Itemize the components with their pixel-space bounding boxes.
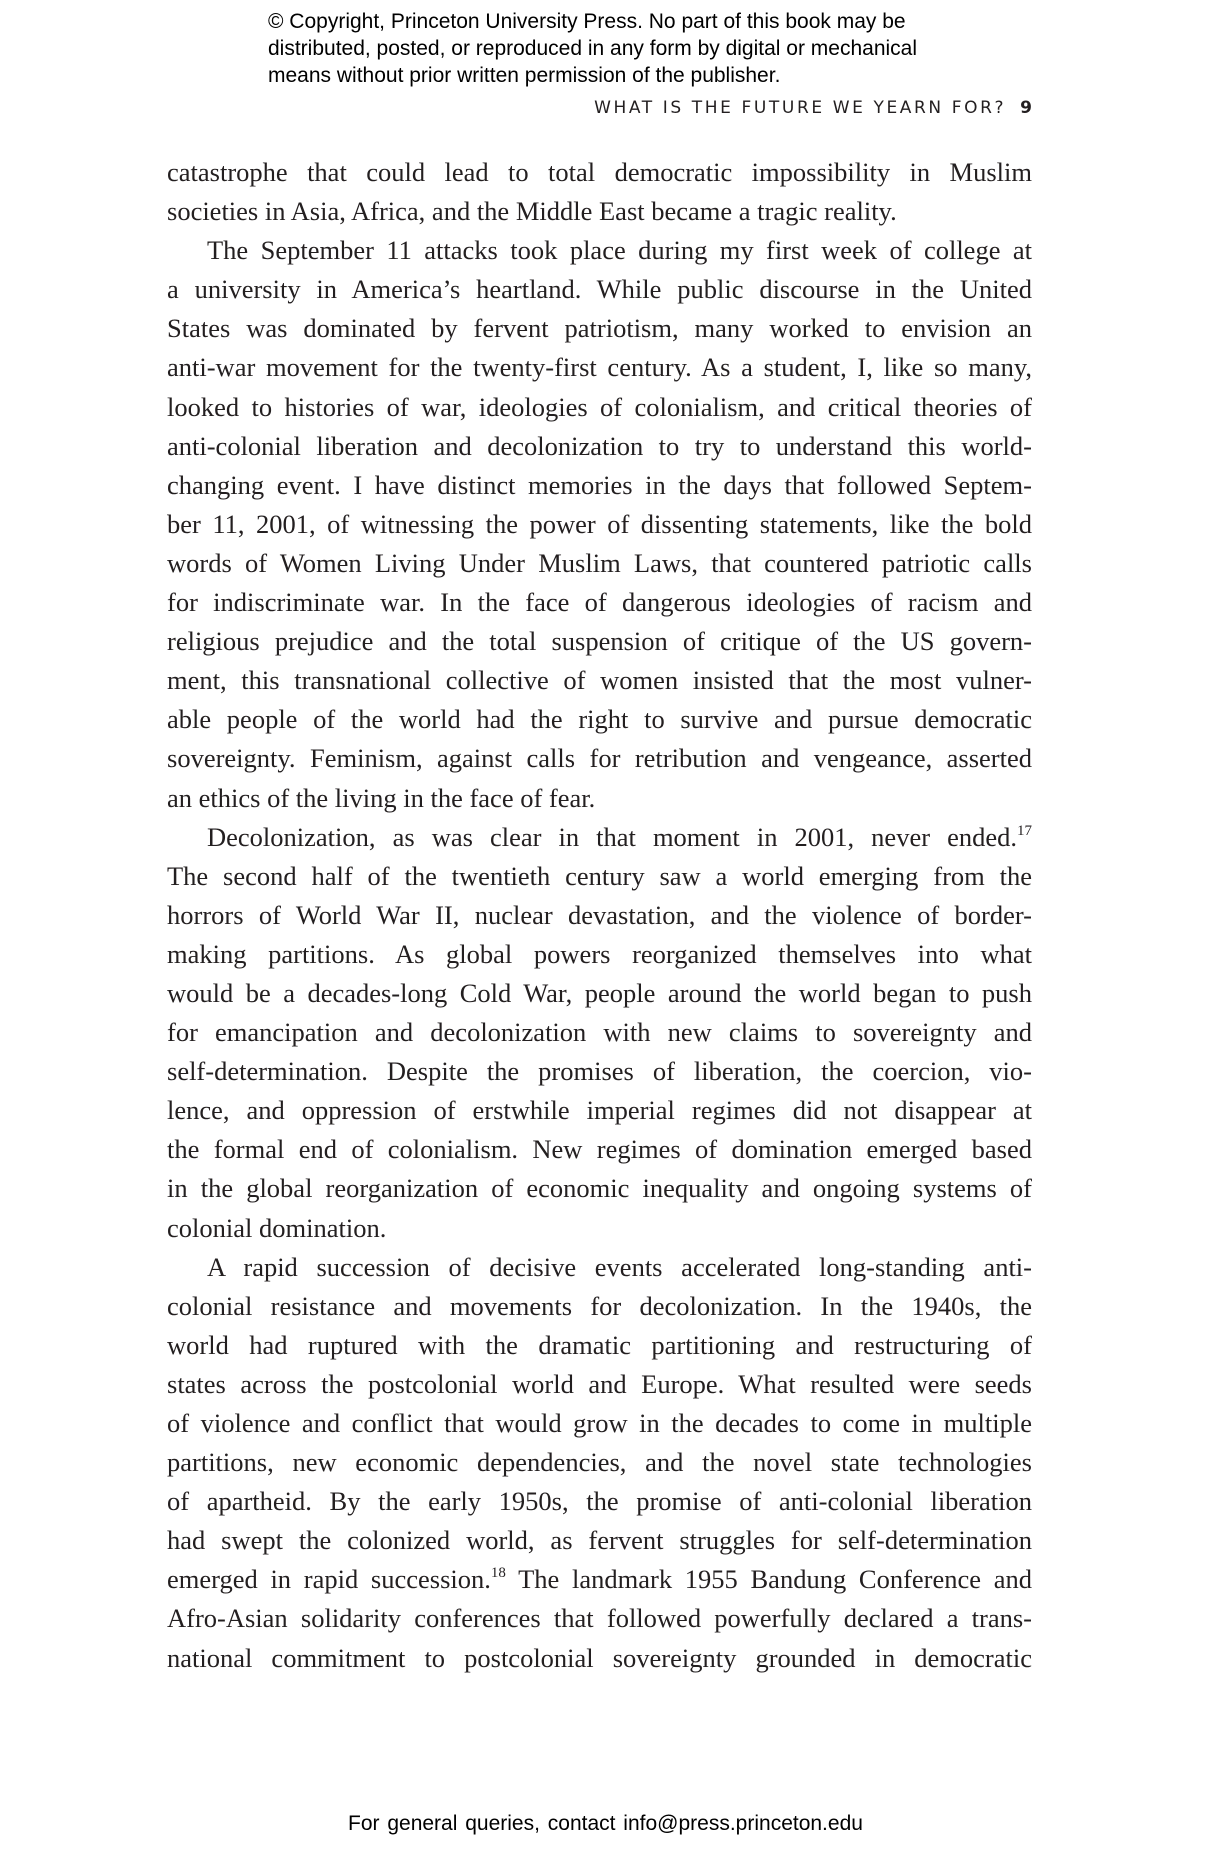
text-line: for emancipation and decolonization with new claims to sovereignty and	[167, 1017, 1032, 1048]
text-line: in the global reorganization of economic inequality and ongoing systems of	[167, 1173, 1032, 1204]
footer-contact: For general queries, contact info@press.princeton.edu	[348, 1812, 863, 1835]
text-run: The landmark 1955 Bandung Conference and	[518, 1564, 1032, 1595]
text-line: of apartheid. By the early 1950s, the promise of anti-colonial liberation	[167, 1486, 1032, 1517]
copyright-line: means without prior written permission of the publisher.	[268, 64, 781, 87]
text-line: a university in America’s heartland. While public discourse in the United	[167, 274, 1032, 305]
footnote-ref-18[interactable]: 18	[490, 1565, 506, 1582]
body-text	[167, 153, 1032, 1678]
text-line: the formal end of colonialism. New regimes of domination emerged based	[167, 1134, 1032, 1165]
text-line	[167, 1560, 1032, 1599]
text-line: making partitions. As global powers reorganized themselves into what	[167, 938, 1032, 969]
chapter-title: WHAT IS THE FUTURE WE YEARN FOR?	[594, 98, 1007, 118]
text-line: world had ruptured with the dramatic partitioning and restructuring of	[167, 1329, 1032, 1360]
text-line: Afro-Asian solidarity conferences that followed powerfully declared a trans-	[167, 1603, 1032, 1634]
text-line: The second half of the twentieth century saw a world emerging from the	[167, 860, 1032, 891]
footnote-ref-17[interactable]: 17	[1017, 822, 1032, 839]
text-line: for indiscriminate war. In the face of dangerous ideologies of racism and	[167, 587, 1032, 618]
running-head	[594, 96, 1032, 120]
text-line: anti-war movement for the twenty-first century. As a student, I, like so many,	[167, 352, 1032, 383]
text-line: religious prejudice and the total suspension of critique of the US govern-	[167, 626, 1032, 657]
text-line: of violence and conflict that would grow in the decades to come in multiple	[167, 1408, 1032, 1438]
text-line: states across the postcolonial world and Europe. What resulted were seeds	[167, 1368, 1032, 1399]
text-line: self-determination. Despite the promises of liberation, the coercion, vio-	[167, 1056, 1032, 1087]
copyright-line: distributed, posted, or reproduced in any form by digital or mechanical	[268, 37, 918, 60]
text-line: societies in Asia, Africa, and the Middle East became a tragic reality.	[167, 196, 897, 227]
text-line: words of Women Living Under Muslim Laws, that countered patriotic calls	[167, 547, 1032, 578]
text-line: colonial domination.	[167, 1212, 387, 1243]
text-line: able people of the world had the right to survive and pursue democratic	[167, 704, 1032, 735]
text-line: ment, this transnational collective of women insisted that the most vulner-	[167, 665, 1032, 696]
text-line: changing event. I have distinct memories in the days that followed Septem-	[167, 469, 1032, 500]
text-line: lence, and oppression of erstwhile imperial regimes did not disappear at	[167, 1095, 1032, 1126]
page-number: 9	[1020, 98, 1032, 118]
text-line: The September 11 attacks took place during my first week of college at	[207, 235, 1032, 266]
text-line: ber 11, 2001, of witnessing the power of dissenting statements, like the bold	[167, 508, 1032, 539]
text-line: national commitment to postcolonial sovereignty grounded in democratic	[167, 1642, 1032, 1673]
text-line: partitions, new economic dependencies, and the novel state technologies	[167, 1447, 1032, 1478]
text-line: States was dominated by fervent patriotism, many worked to envision an	[167, 313, 1032, 344]
text-line: would be a decades-long Cold War, people around the world began to push	[167, 977, 1032, 1008]
text-line: sovereignty. Feminism, against calls for retribution and vengeance, asserted	[167, 743, 1032, 774]
text-line: an ethics of the living in the face of fear.	[167, 782, 596, 813]
text-line: looked to histories of war, ideologies of colonialism, and critical theories of	[167, 391, 1032, 422]
copyright-notice	[268, 8, 917, 89]
text-line: A rapid succession of decisive events accelerated long-standing anti-	[207, 1251, 1032, 1282]
text-run: Decolonization, as was clear in that moment in 2001, never ended.	[207, 821, 1017, 852]
copyright-line: © Copyright, Princeton University Press. No part of this book may be	[268, 10, 906, 33]
text-line: colonial resistance and movements for decolonization. In the 1940s, the	[167, 1290, 1032, 1321]
text-line: anti-colonial liberation and decolonization to try to understand this world-	[167, 430, 1032, 461]
text-line: catastrophe that could lead to total democratic impossibility in Muslim	[167, 157, 1032, 187]
text-line: had swept the colonized world, as fervent struggles for self-determination	[167, 1525, 1032, 1556]
text-line: horrors of World War II, nuclear devastation, and the violence of border-	[167, 899, 1032, 930]
text-line	[167, 818, 1032, 857]
text-run: emerged in rapid succession.	[167, 1564, 491, 1595]
